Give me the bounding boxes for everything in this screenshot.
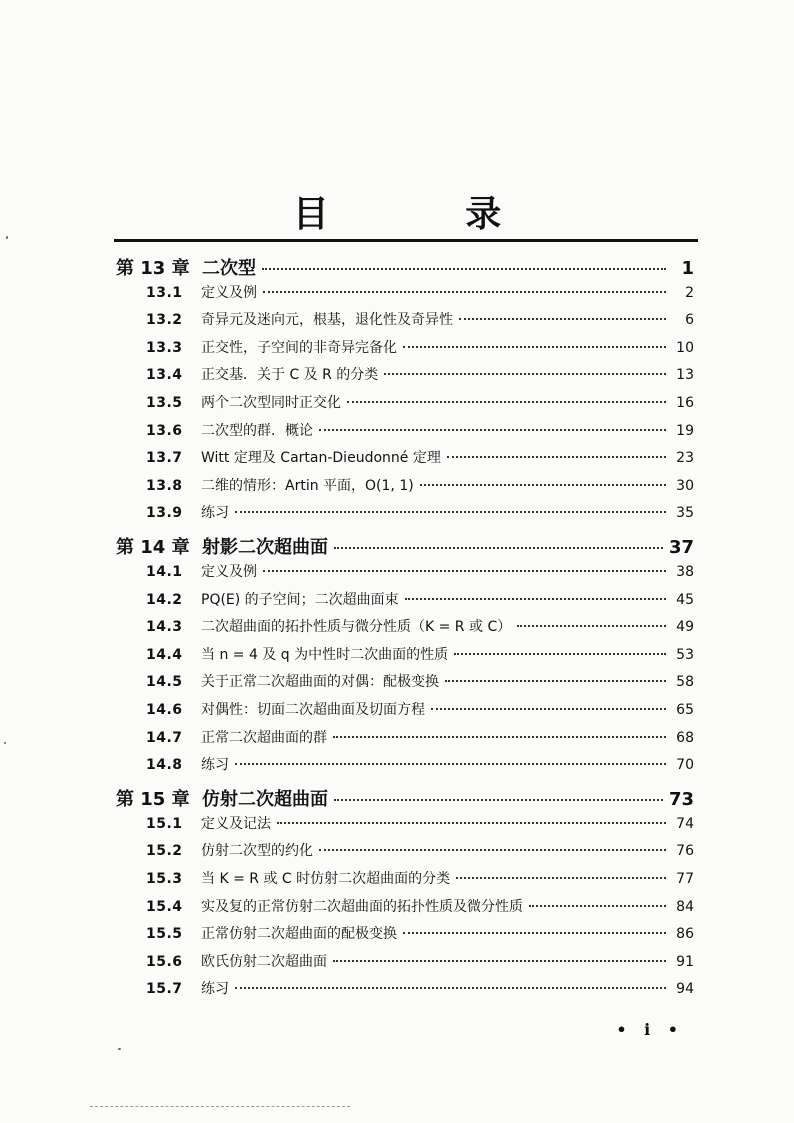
dot-leader <box>431 708 666 710</box>
page-number: 2 <box>685 284 694 301</box>
section-number: 14.4 <box>146 646 183 663</box>
chapter-title: 射影二次超曲面 <box>202 537 328 559</box>
section-title: 正常仿射二次超曲面的配极变换 <box>201 926 397 943</box>
toc-section-row <box>146 923 694 949</box>
page-number: 70 <box>676 757 694 774</box>
dot-leader <box>445 680 666 682</box>
dot-leader <box>263 291 666 293</box>
section-title: 当 n = 4 及 q 为中性时二次曲面的性质 <box>201 646 449 663</box>
page-number: 76 <box>676 843 694 860</box>
dot-leader <box>403 346 666 348</box>
title-rule <box>114 239 698 242</box>
toc-section-row <box>146 896 694 922</box>
section-title: 奇异元及迷向元，根基，退化性及奇异性 <box>201 312 453 329</box>
dot-leader <box>447 456 666 458</box>
section-title: 练习 <box>201 981 229 998</box>
section-number: 14.6 <box>146 702 183 718</box>
toc-chapter-row <box>116 254 694 280</box>
section-number: 14.2 <box>146 591 183 608</box>
toc-chapter-row <box>116 785 694 811</box>
chapter-number: 第 13 章 <box>116 258 190 279</box>
dot-leader <box>347 401 666 403</box>
dot-leader <box>420 484 666 486</box>
page-number: 19 <box>676 422 694 439</box>
section-title: 定义及例 <box>201 284 257 301</box>
toc-section-row <box>146 868 694 894</box>
section-number: 15.6 <box>146 953 183 970</box>
dot-leader <box>263 570 666 572</box>
page-title: 目 录 <box>292 194 564 235</box>
section-number: 14.5 <box>146 674 183 691</box>
section-title: 正交基．关于 C 及 R 的分类 <box>201 367 379 384</box>
page-number: 86 <box>676 926 694 943</box>
toc-section-row <box>146 644 694 670</box>
section-title: 欧氏仿射二次超曲面 <box>201 953 327 970</box>
section-number: 14.7 <box>146 729 183 746</box>
dot-leader <box>334 799 663 801</box>
dot-leader <box>333 960 666 962</box>
page-number: 74 <box>676 815 694 832</box>
toc-section-row <box>146 671 694 697</box>
page-number: 73 <box>668 789 694 811</box>
page-number: 16 <box>676 395 694 411</box>
section-title: 仿射二次型的约化 <box>201 843 313 860</box>
dot-leader <box>277 822 666 824</box>
page-number: 49 <box>676 619 694 636</box>
toc-section-row <box>146 561 694 587</box>
dot-leader <box>235 763 666 765</box>
section-title: 两个二次型同时正交化 <box>201 395 341 411</box>
page-number: 84 <box>676 898 694 915</box>
toc-section-row <box>146 699 694 725</box>
dot-leader <box>262 268 666 270</box>
section-number: 14.8 <box>146 757 183 774</box>
scan-edge-line <box>90 1106 350 1108</box>
section-number: 13.9 <box>146 505 183 522</box>
section-title: Witt 定理及 Cartan-Dieudonné 定理 <box>201 450 441 467</box>
dot-leader <box>319 429 666 431</box>
page-number: 53 <box>676 646 694 663</box>
page-number: 1 <box>681 258 694 279</box>
dot-leader <box>384 373 666 375</box>
toc-section-row <box>146 447 694 473</box>
page-number: 13 <box>676 367 694 384</box>
scan-speck <box>6 236 8 239</box>
page-number: 37 <box>668 537 694 559</box>
section-title: 定义及例 <box>201 564 257 580</box>
page-number: 58 <box>676 674 694 691</box>
page-number: 94 <box>676 981 694 998</box>
dot-leader <box>456 877 666 879</box>
dot-leader <box>454 653 666 655</box>
section-title: 对偶性：切面二次超曲面及切面方程 <box>201 702 425 718</box>
page-number: 23 <box>676 450 694 467</box>
section-number: 15.5 <box>146 926 183 943</box>
toc-section-row <box>146 813 694 839</box>
dot-leader <box>517 625 666 627</box>
dot-leader <box>235 987 666 989</box>
section-number: 13.3 <box>146 339 183 356</box>
toc-section-row <box>146 616 694 642</box>
page-folio: • i • <box>616 1020 684 1039</box>
scan-speck <box>118 1048 121 1050</box>
section-title: 二维的情形：Artin 平面，O(1, 1) <box>201 477 414 494</box>
section-title: 正常二次超曲面的群 <box>201 729 327 746</box>
section-number: 15.2 <box>146 843 183 860</box>
page-number: 91 <box>676 953 694 970</box>
section-title: 当 K = R 或 C 时仿射二次超曲面的分类 <box>201 871 451 887</box>
page-number: 30 <box>676 477 694 494</box>
toc-chapter-row <box>116 533 694 559</box>
page-number: 65 <box>676 702 694 718</box>
page-number: 10 <box>676 339 694 356</box>
section-number: 15.3 <box>146 871 183 887</box>
section-number: 15.1 <box>146 815 183 832</box>
toc-section-row <box>146 309 694 335</box>
toc-section-row <box>146 589 694 615</box>
dot-leader <box>459 318 666 320</box>
page-number: 6 <box>685 312 694 329</box>
dot-leader <box>403 932 666 934</box>
dot-leader <box>333 736 666 738</box>
section-number: 13.6 <box>146 422 183 439</box>
dot-leader <box>235 511 666 513</box>
section-title: 练习 <box>201 505 229 522</box>
toc-section-row <box>146 282 694 308</box>
section-title: PQ(E) 的子空间；二次超曲面束 <box>201 591 399 608</box>
toc-section-row <box>146 364 694 390</box>
section-title: 关于正常二次超曲面的对偶：配极变换 <box>201 674 439 691</box>
toc-section-row <box>146 754 694 780</box>
section-number: 13.8 <box>146 477 183 494</box>
section-number: 15.4 <box>146 898 183 915</box>
section-number: 14.3 <box>146 619 183 636</box>
dot-leader <box>334 547 663 549</box>
toc-section-row <box>146 337 694 363</box>
section-title: 二次超曲面的拓扑性质与微分性质（K = R 或 C） <box>201 619 512 636</box>
section-title: 实及复的正常仿射二次超曲面的拓扑性质及微分性质 <box>201 898 523 915</box>
dot-leader <box>405 598 666 600</box>
page-number: 45 <box>676 591 694 608</box>
section-title: 二次型的群．概论 <box>201 422 313 439</box>
section-number: 15.7 <box>146 981 183 998</box>
chapter-title: 二次型 <box>202 258 256 279</box>
scan-speck <box>4 742 6 744</box>
toc-section-row <box>146 727 694 753</box>
section-number: 14.1 <box>146 564 183 580</box>
dot-leader <box>529 905 666 907</box>
section-number: 13.4 <box>146 367 183 384</box>
section-title: 练习 <box>201 757 229 774</box>
page-number: 68 <box>676 729 694 746</box>
section-title: 正交性，子空间的非奇异完备化 <box>201 339 397 356</box>
toc-section-row <box>146 420 694 446</box>
toc-section-row <box>146 475 694 501</box>
dot-leader <box>319 849 666 851</box>
toc-section-row <box>146 840 694 866</box>
toc-section-row <box>146 392 694 418</box>
section-number: 13.5 <box>146 395 183 411</box>
section-title: 定义及记法 <box>201 815 271 832</box>
chapter-title: 仿射二次超曲面 <box>202 789 328 811</box>
page-number: 77 <box>676 871 694 887</box>
page-number: 38 <box>676 564 694 580</box>
section-number: 13.2 <box>146 312 183 329</box>
toc-section-row <box>146 951 694 977</box>
chapter-number: 第 15 章 <box>116 789 190 811</box>
toc-section-row <box>146 502 694 528</box>
chapter-number: 第 14 章 <box>116 537 190 559</box>
page-number: 35 <box>676 505 694 522</box>
toc-section-row <box>146 978 694 1004</box>
section-number: 13.7 <box>146 450 183 467</box>
section-number: 13.1 <box>146 284 183 301</box>
